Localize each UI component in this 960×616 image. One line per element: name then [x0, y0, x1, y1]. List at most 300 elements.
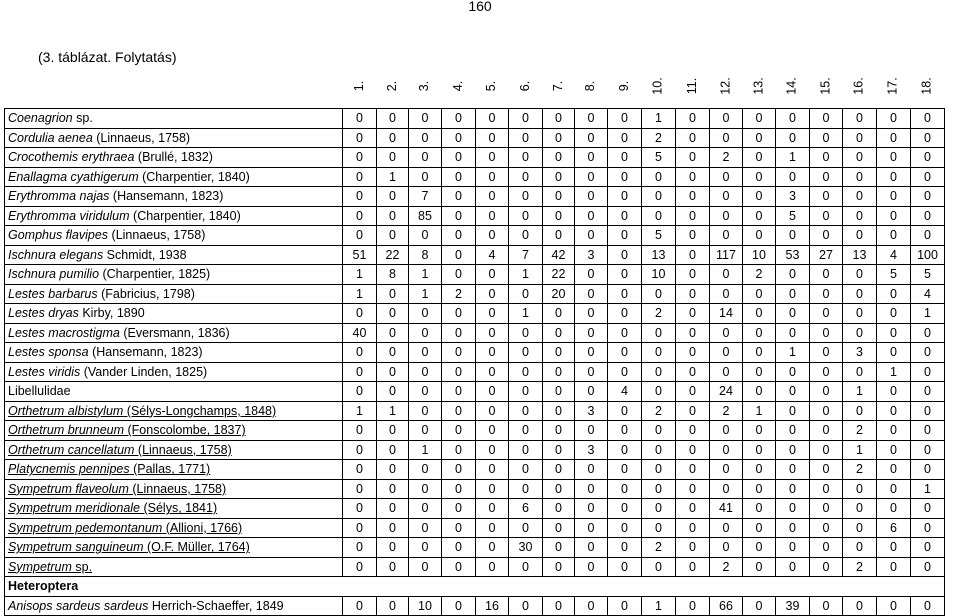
value-cell: 0	[377, 557, 409, 577]
value-cell: 0	[543, 460, 575, 480]
value-cell: 4	[877, 245, 911, 265]
value-cell: 0	[877, 284, 911, 304]
value-cell: 0	[543, 343, 575, 363]
value-cell: 0	[575, 538, 608, 558]
value-cell: 0	[476, 401, 509, 421]
value-cell: 0	[377, 148, 409, 168]
value-cell: 0	[409, 401, 442, 421]
column-header-label: 5.	[484, 80, 499, 92]
value-cell: 0	[676, 304, 710, 324]
species-binomial: Ischnura elegans	[8, 247, 104, 262]
species-author: (O.F. Müller, 1764)	[143, 540, 250, 555]
value-cell: 0	[642, 382, 676, 402]
value-cell: 0	[509, 382, 543, 402]
value-cell: 0	[608, 460, 642, 480]
data-table	[4, 108, 945, 616]
table-row	[5, 518, 945, 538]
value-cell: 0	[442, 401, 476, 421]
value-cell: 2	[710, 401, 743, 421]
value-cell: 0	[776, 284, 810, 304]
species-binomial: Erythromma najas	[8, 189, 110, 204]
species-name-cell	[5, 479, 343, 499]
value-cell: 0	[743, 226, 776, 246]
value-cell: 0	[409, 518, 442, 538]
value-cell: 0	[776, 538, 810, 558]
species-author: Kirby, 1890	[78, 306, 145, 321]
value-cell: 2	[642, 128, 676, 148]
value-cell: 0	[442, 323, 476, 343]
value-cell: 0	[442, 518, 476, 538]
value-cell: 0	[676, 401, 710, 421]
value-cell: 0	[743, 284, 776, 304]
value-cell: 0	[409, 304, 442, 324]
column-header	[607, 72, 641, 100]
value-cell: 0	[676, 460, 710, 480]
value-cell: 0	[442, 596, 476, 616]
value-cell: 0	[710, 226, 743, 246]
value-cell: 0	[810, 304, 843, 324]
value-cell: 0	[409, 460, 442, 480]
value-cell: 1	[509, 304, 543, 324]
value-cell: 0	[575, 421, 608, 441]
column-header	[775, 72, 809, 100]
value-cell: 0	[575, 323, 608, 343]
value-cell: 0	[642, 343, 676, 363]
value-cell: 0	[676, 557, 710, 577]
species-binomial: Lestes viridis	[8, 364, 81, 379]
value-cell: 2	[743, 265, 776, 285]
value-cell: 0	[409, 148, 442, 168]
value-cell: 0	[608, 596, 642, 616]
value-cell: 0	[476, 518, 509, 538]
species-name-cell	[5, 362, 343, 382]
value-cell: 0	[911, 128, 945, 148]
value-cell: 0	[409, 167, 442, 187]
column-header	[574, 72, 607, 100]
value-cell: 0	[810, 226, 843, 246]
value-cell: 3	[575, 440, 608, 460]
value-cell: 1	[911, 304, 945, 324]
value-cell: 0	[810, 596, 843, 616]
value-cell: 0	[877, 343, 911, 363]
value-cell: 0	[642, 323, 676, 343]
value-cell: 0	[409, 479, 442, 499]
value-cell: 22	[377, 245, 409, 265]
value-cell: 0	[743, 460, 776, 480]
species-name-cell	[5, 128, 343, 148]
value-cell: 0	[343, 479, 377, 499]
value-cell: 0	[442, 479, 476, 499]
column-header-label: 14.	[784, 77, 799, 95]
table-caption: (3. táblázat. Folytatás)	[38, 49, 177, 65]
value-cell: 0	[343, 206, 377, 226]
value-cell: 5	[911, 265, 945, 285]
value-cell: 1	[343, 401, 377, 421]
value-cell: 42	[543, 245, 575, 265]
species-name-cell	[5, 499, 343, 519]
species-binomial: Sympetrum flaveolum	[8, 481, 129, 496]
value-cell: 0	[843, 284, 877, 304]
species-author: (Linnaeus, 1758)	[92, 130, 191, 145]
value-cell: 0	[377, 343, 409, 363]
value-cell: 0	[743, 518, 776, 538]
value-cell: 0	[843, 323, 877, 343]
column-header	[508, 72, 542, 100]
value-cell: 0	[843, 206, 877, 226]
value-cell: 0	[676, 284, 710, 304]
value-cell: 1	[877, 362, 911, 382]
value-cell: 0	[608, 148, 642, 168]
value-cell: 0	[877, 304, 911, 324]
species-binomial: Lestes dryas	[8, 306, 79, 321]
value-cell: 0	[608, 479, 642, 499]
value-cell: 0	[810, 265, 843, 285]
value-cell: 0	[877, 499, 911, 519]
value-cell: 0	[343, 187, 377, 207]
value-cell: 0	[877, 557, 911, 577]
value-cell: 0	[377, 109, 409, 129]
value-cell: 0	[676, 421, 710, 441]
value-cell: 0	[543, 206, 575, 226]
value-cell: 1	[776, 343, 810, 363]
value-cell: 0	[442, 538, 476, 558]
species-author: (Charpentier, 1825)	[99, 267, 211, 282]
species-author: Herrich-Schaeffer, 1849	[148, 598, 284, 613]
value-cell: 0	[911, 538, 945, 558]
species-name-cell	[5, 109, 343, 129]
species-author: sp.	[72, 111, 93, 126]
column-header	[376, 72, 408, 100]
value-cell: 0	[810, 109, 843, 129]
value-cell: 2	[442, 284, 476, 304]
value-cell: 0	[476, 284, 509, 304]
table-row	[5, 538, 945, 558]
species-name-cell	[5, 596, 343, 616]
value-cell: 1	[843, 440, 877, 460]
value-cell: 0	[676, 343, 710, 363]
value-cell: 7	[509, 245, 543, 265]
value-cell: 0	[343, 440, 377, 460]
value-cell: 0	[877, 167, 911, 187]
value-cell: 0	[377, 596, 409, 616]
value-cell: 0	[642, 479, 676, 499]
value-cell: 0	[509, 343, 543, 363]
species-author: (Allioni, 1766)	[162, 520, 243, 535]
value-cell: 0	[676, 362, 710, 382]
species-name-cell	[5, 284, 343, 304]
species-binomial: Ischnura pumilio	[8, 267, 100, 282]
value-cell: 0	[543, 362, 575, 382]
value-cell: 0	[743, 343, 776, 363]
value-cell: 0	[377, 460, 409, 480]
value-cell: 66	[710, 596, 743, 616]
species-binomial: Enallagma cyathigerum	[8, 169, 139, 184]
table-row	[5, 362, 945, 382]
species-name-cell	[5, 382, 343, 402]
value-cell: 41	[710, 499, 743, 519]
value-cell: 0	[575, 148, 608, 168]
table-row	[5, 557, 945, 577]
family-label: Libellulidae	[8, 384, 71, 399]
value-cell: 0	[543, 167, 575, 187]
value-cell: 0	[911, 226, 945, 246]
column-header-label: 2.	[385, 80, 399, 92]
species-author: (Pallas, 1771)	[129, 462, 211, 477]
value-cell: 0	[877, 479, 911, 499]
value-cell: 0	[543, 421, 575, 441]
column-header	[842, 72, 876, 100]
value-cell: 0	[743, 304, 776, 324]
value-cell: 0	[743, 323, 776, 343]
value-cell: 0	[543, 401, 575, 421]
value-cell: 8	[377, 265, 409, 285]
value-cell: 0	[710, 284, 743, 304]
value-cell: 0	[509, 440, 543, 460]
value-cell: 0	[810, 557, 843, 577]
value-cell: 5	[642, 226, 676, 246]
species-name-cell	[5, 401, 343, 421]
group-row	[5, 577, 945, 597]
column-header	[876, 72, 910, 100]
value-cell: 0	[776, 401, 810, 421]
value-cell: 0	[843, 109, 877, 129]
column-header	[675, 72, 709, 100]
value-cell: 0	[509, 479, 543, 499]
value-cell: 0	[810, 187, 843, 207]
column-header-label: 9.	[617, 80, 631, 92]
value-cell: 0	[743, 596, 776, 616]
value-cell: 0	[877, 226, 911, 246]
value-cell: 0	[409, 557, 442, 577]
value-cell: 0	[509, 401, 543, 421]
value-cell: 0	[575, 382, 608, 402]
value-cell: 0	[608, 557, 642, 577]
value-cell: 0	[743, 538, 776, 558]
group-label: Heteroptera	[8, 579, 79, 594]
table-row	[5, 206, 945, 226]
column-header-label: 4.	[451, 80, 465, 92]
value-cell: 0	[608, 109, 642, 129]
value-cell: 0	[710, 440, 743, 460]
value-cell: 3	[776, 187, 810, 207]
value-cell: 0	[911, 499, 945, 519]
value-cell: 0	[377, 187, 409, 207]
page-number: 160	[468, 0, 492, 14]
value-cell: 0	[575, 187, 608, 207]
value-cell: 0	[575, 206, 608, 226]
value-cell: 0	[476, 167, 509, 187]
value-cell: 0	[776, 382, 810, 402]
value-cell: 0	[442, 245, 476, 265]
value-cell: 0	[710, 479, 743, 499]
value-cell: 0	[810, 518, 843, 538]
value-cell: 0	[409, 323, 442, 343]
value-cell: 0	[676, 206, 710, 226]
value-cell: 0	[776, 362, 810, 382]
value-cell: 0	[608, 343, 642, 363]
table-row	[5, 382, 945, 402]
value-cell: 0	[442, 421, 476, 441]
value-cell: 0	[343, 167, 377, 187]
value-cell: 0	[911, 401, 945, 421]
value-cell: 0	[442, 206, 476, 226]
value-cell: 0	[810, 362, 843, 382]
value-cell: 0	[676, 499, 710, 519]
value-cell: 0	[509, 557, 543, 577]
value-cell: 100	[911, 245, 945, 265]
value-cell: 0	[843, 479, 877, 499]
value-cell: 2	[642, 304, 676, 324]
species-author: (Hansemann, 1823)	[109, 189, 224, 204]
value-cell: 0	[509, 596, 543, 616]
value-cell: 27	[810, 245, 843, 265]
column-header	[408, 72, 441, 100]
value-cell: 0	[476, 323, 509, 343]
value-cell: 10	[642, 265, 676, 285]
species-name-cell	[5, 518, 343, 538]
value-cell: 0	[911, 557, 945, 577]
value-cell: 0	[442, 557, 476, 577]
value-cell: 0	[810, 167, 843, 187]
value-cell: 0	[343, 148, 377, 168]
value-cell: 0	[911, 187, 945, 207]
column-header-label: 11.	[684, 77, 699, 95]
value-cell: 0	[710, 206, 743, 226]
value-cell: 0	[810, 538, 843, 558]
value-cell: 0	[509, 284, 543, 304]
value-cell: 0	[843, 401, 877, 421]
species-author: (Eversmann, 1836)	[119, 325, 230, 340]
value-cell: 0	[877, 206, 911, 226]
species-author: (Fabricius, 1798)	[97, 286, 195, 301]
value-cell: 1	[509, 265, 543, 285]
value-cell: 0	[377, 421, 409, 441]
value-cell: 4	[608, 382, 642, 402]
value-cell: 3	[575, 401, 608, 421]
value-cell: 0	[877, 421, 911, 441]
column-header	[475, 72, 508, 100]
value-cell: 0	[575, 557, 608, 577]
value-cell: 0	[476, 226, 509, 246]
value-cell: 0	[509, 421, 543, 441]
value-cell: 0	[476, 538, 509, 558]
value-cell: 0	[442, 304, 476, 324]
species-binomial: Sympetrum pedemontanum	[8, 520, 163, 535]
table-row	[5, 343, 945, 363]
species-binomial: Anisops sardeus sardeus	[8, 598, 149, 613]
value-cell: 0	[911, 109, 945, 129]
value-cell: 0	[608, 226, 642, 246]
value-cell: 0	[743, 206, 776, 226]
value-cell: 0	[543, 382, 575, 402]
species-author: sp.	[71, 559, 93, 574]
value-cell: 0	[476, 265, 509, 285]
value-cell: 0	[743, 382, 776, 402]
value-cell: 0	[911, 148, 945, 168]
value-cell: 0	[911, 596, 945, 616]
value-cell: 0	[476, 187, 509, 207]
value-cell: 0	[676, 265, 710, 285]
value-cell: 0	[409, 499, 442, 519]
value-cell: 0	[776, 421, 810, 441]
value-cell: 0	[509, 167, 543, 187]
value-cell: 0	[575, 596, 608, 616]
value-cell: 0	[776, 304, 810, 324]
value-cell: 0	[810, 479, 843, 499]
value-cell: 0	[575, 304, 608, 324]
value-cell: 0	[810, 460, 843, 480]
value-cell: 0	[642, 518, 676, 538]
value-cell: 0	[543, 323, 575, 343]
value-cell: 0	[476, 460, 509, 480]
species-author: (Linnaeus, 1758)	[108, 228, 206, 243]
species-name-cell	[5, 440, 343, 460]
value-cell: 6	[877, 518, 911, 538]
column-header	[742, 72, 775, 100]
value-cell: 0	[343, 128, 377, 148]
value-cell: 3	[843, 343, 877, 363]
table-row	[5, 109, 945, 129]
value-cell: 0	[776, 323, 810, 343]
value-cell: 0	[343, 499, 377, 519]
species-binomial: Sympetrum meridionale	[8, 501, 140, 516]
value-cell: 0	[843, 265, 877, 285]
value-cell: 0	[843, 187, 877, 207]
value-cell: 0	[676, 187, 710, 207]
value-cell: 0	[575, 460, 608, 480]
species-author: (Fonscolombe, 1837)	[124, 423, 246, 438]
value-cell: 0	[608, 401, 642, 421]
value-cell: 0	[575, 284, 608, 304]
species-binomial: Sympetrum sanguineum	[8, 540, 144, 555]
value-cell: 0	[642, 167, 676, 187]
value-cell: 0	[377, 382, 409, 402]
species-binomial: Cordulia aenea	[8, 130, 93, 145]
value-cell: 0	[877, 440, 911, 460]
value-cell: 0	[442, 343, 476, 363]
column-header	[641, 72, 675, 100]
value-cell: 0	[409, 421, 442, 441]
column-header-label: 6.	[518, 80, 532, 92]
value-cell: 0	[543, 557, 575, 577]
value-cell: 0	[743, 557, 776, 577]
species-author: (Sélys-Longchamps, 1848)	[123, 403, 277, 418]
value-cell: 0	[710, 187, 743, 207]
value-cell: 0	[608, 245, 642, 265]
value-cell: 0	[377, 479, 409, 499]
value-cell: 0	[710, 265, 743, 285]
value-cell: 1	[377, 401, 409, 421]
value-cell: 0	[843, 499, 877, 519]
column-header-label: 18.	[919, 77, 934, 95]
value-cell: 0	[676, 323, 710, 343]
value-cell: 4	[476, 245, 509, 265]
value-cell: 0	[409, 226, 442, 246]
value-cell: 0	[710, 460, 743, 480]
value-cell: 0	[810, 499, 843, 519]
table-row	[5, 245, 945, 265]
value-cell: 0	[776, 109, 810, 129]
value-cell: 0	[843, 538, 877, 558]
value-cell: 0	[409, 343, 442, 363]
value-cell: 0	[476, 499, 509, 519]
value-cell: 117	[710, 245, 743, 265]
value-cell: 0	[810, 323, 843, 343]
value-cell: 0	[442, 460, 476, 480]
value-cell: 13	[843, 245, 877, 265]
value-cell: 0	[676, 128, 710, 148]
value-cell: 0	[911, 518, 945, 538]
